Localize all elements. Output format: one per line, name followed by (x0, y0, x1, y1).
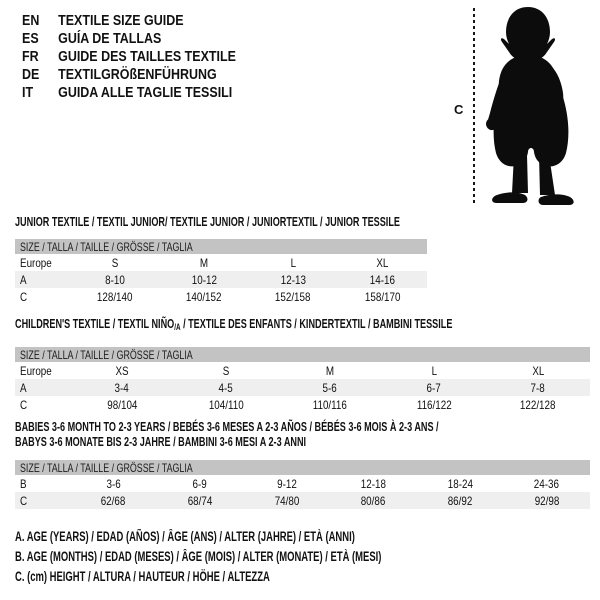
height-measure-dashed-line (473, 8, 475, 205)
junior-section (15, 214, 427, 305)
table-row (15, 254, 427, 271)
table-cell: 7-8 (530, 380, 546, 395)
table-row (15, 475, 590, 492)
size-header-label: SIZE / TALLA / TAILLE / GRÖSSE / TAGLIA (20, 347, 193, 362)
language-row-fr (22, 48, 236, 66)
language-label: GUÍA DE TALLAS (58, 31, 162, 47)
size-header-row (15, 239, 427, 254)
row-label: B (20, 476, 27, 491)
table-cell: 110/116 (312, 397, 348, 412)
language-row-en (22, 12, 236, 30)
table-cell: 12-18 (360, 476, 386, 491)
row-label: Europe (20, 363, 52, 378)
language-title-block (22, 12, 271, 102)
table-row (15, 362, 590, 379)
table-cell: 74/80 (274, 493, 299, 508)
table-cell: L (431, 363, 437, 378)
table-cell: 152/158 (275, 289, 311, 304)
babies-table-title-line1: BABIES 3-6 MONTH TO 2-3 YEARS / BEBÉS 3-6 MESES A 2-3 AÑOS / BÉBÉS 3-6 MOIS À 2-3 ANS / (15, 419, 439, 434)
language-label: GUIDE DES TAILLES TEXTILE (58, 49, 236, 65)
table-cell: 6-9 (192, 476, 208, 491)
table-cell: 14-16 (369, 272, 395, 287)
table-cell: XL (376, 255, 389, 270)
table-cell: 104/110 (208, 397, 244, 412)
row-label: Europe (20, 255, 52, 270)
language-row-it (22, 84, 236, 102)
table-cell: 68/74 (187, 493, 213, 508)
table-row (15, 271, 427, 288)
babies-size-table (15, 460, 590, 509)
language-code: FR (22, 49, 39, 65)
table-cell: 140/152 (186, 289, 222, 304)
table-cell: 24-36 (534, 476, 560, 491)
language-row-de (22, 66, 236, 84)
language-code: ES (22, 31, 39, 47)
language-label: TEXTILE SIZE GUIDE (58, 13, 184, 29)
language-label: TEXTILGRÖßENFÜHRUNG (58, 67, 217, 83)
table-row (15, 379, 590, 396)
size-header-row (15, 347, 590, 362)
table-cell: 86/92 (447, 493, 473, 508)
table-cell: L (290, 255, 296, 270)
table-cell: 128/140 (96, 289, 133, 304)
table-cell: M (325, 363, 335, 378)
measure-label-c: C (454, 102, 464, 117)
table-cell: 62/68 (101, 493, 126, 508)
table-cell: 9-12 (276, 476, 297, 491)
table-cell: 122/128 (520, 397, 556, 412)
toddler-silhouette-icon (483, 5, 598, 205)
babies-section (15, 419, 590, 509)
children-size-table (15, 347, 590, 413)
row-label: C (20, 397, 28, 412)
children-table-title: CHILDREN'S TEXTILE / TEXTIL NIÑO/A / TEXTILE DES ENFANTS / KINDERTEXTIL / BAMBINI TESSILE (15, 316, 453, 332)
language-code: IT (22, 85, 34, 101)
row-label: A (20, 272, 27, 287)
legend-line-b: B. AGE (MONTHS) / EDAD (MESES) / ÂGE (MOIS) / ALTER (MONATE) / ETÀ (MESI) (15, 549, 382, 564)
row-label: A (20, 380, 27, 395)
language-code: EN (22, 13, 40, 29)
children-section (15, 316, 590, 413)
table-cell: 92/98 (534, 493, 559, 508)
language-label: GUIDA ALLE TAGLIE TESSILI (58, 85, 233, 101)
row-label: C (20, 289, 28, 304)
junior-table-title: JUNIOR TEXTILE / TEXTIL JUNIOR/ TEXTILE JUNIOR / JUNIORTEXTIL / JUNIOR TESSILE (15, 214, 400, 229)
table-cell: 8-10 (104, 272, 125, 287)
legend-line-c: C. (cm) HEIGHT / ALTURA / HAUTEUR / HÖHE / ALTEZZA (15, 569, 270, 584)
table-cell: 3-6 (106, 476, 121, 491)
table-cell: 80/86 (360, 493, 386, 508)
table-cell: S (111, 255, 118, 270)
table-cell: 158/170 (364, 289, 401, 304)
table-cell: S (222, 363, 230, 378)
babies-table-title-line2: BABYS 3-6 MONATE BIS 2-3 JAHRE / BAMBINI 3-6 MESI A 2-3 ANNI (15, 434, 307, 449)
table-row (15, 288, 427, 305)
table-cell: 98/104 (106, 397, 138, 412)
table-row (15, 396, 590, 413)
table-cell: 3-4 (114, 380, 130, 395)
table-cell: XL (531, 363, 545, 378)
size-header-label: SIZE / TALLA / TAILLE / GRÖSSE / TAGLIA (20, 460, 193, 475)
table-cell: 5-6 (322, 380, 338, 395)
height-figure (450, 0, 600, 212)
language-row-es (22, 30, 236, 48)
table-cell: 10-12 (191, 272, 217, 287)
table-row (15, 492, 590, 509)
table-cell: 6-7 (426, 380, 442, 395)
legend-line-a: A. AGE (YEARS) / EDAD (AÑOS) / ÂGE (ANS) / ALTER (JAHRE) / ETÀ (ANNI) (15, 529, 355, 544)
size-header-label: SIZE / TALLA / TAILLE / GRÖSSE / TAGLIA (20, 239, 193, 254)
size-header-row (15, 460, 590, 475)
table-cell: M (199, 255, 208, 270)
table-cell: 12-13 (280, 272, 306, 287)
table-cell: 18-24 (447, 476, 473, 491)
table-cell: XS (115, 363, 129, 378)
legend (15, 527, 538, 587)
language-code: DE (22, 67, 40, 83)
table-cell: 116/122 (416, 397, 452, 412)
title-subscript: /A (174, 322, 181, 332)
table-cell: 4-5 (218, 380, 234, 395)
junior-size-table (15, 239, 427, 305)
row-label: C (20, 493, 28, 508)
